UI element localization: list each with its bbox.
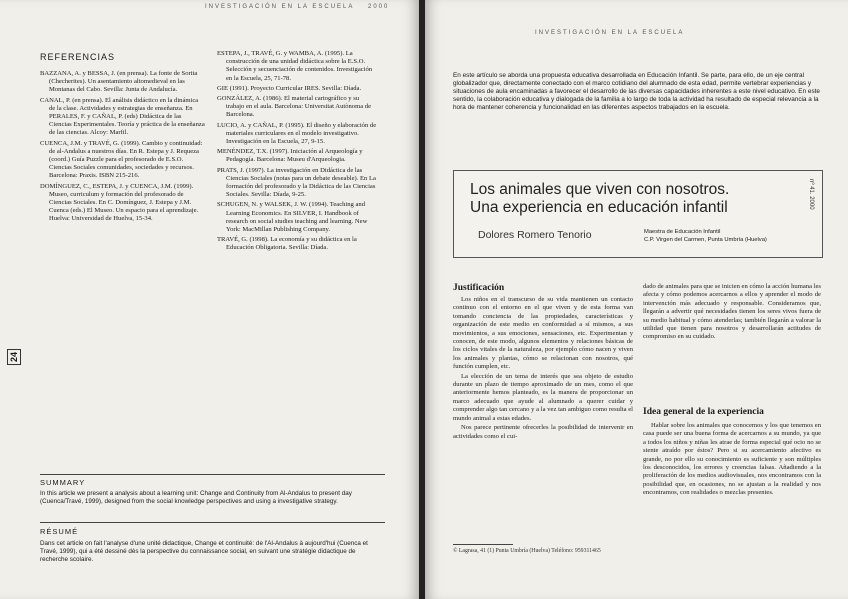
reference-entry: ESTEPA, J., TRAVÉ, G. y WAMBA, A. (1995). La construcción de una unidad didáctica sobre la E.S.O. Selección y secuenciación de contenidos. Investigación en la Escuela, 25, 71-78. (217, 50, 373, 82)
section-heading-idea-general: Idea general de la experiencia (643, 407, 764, 417)
article-intro: En este artículo se aborda una propuesta educativa desarrollada en Educación Infantil. Se parte, para ello, de un eje central globalizador que, directamente conectado con el marco cotidiano del alumnado de esta edad, permite vertebrar experiencias y situaciones de aula encaminadas a favorecer el desarrollo de las diversas capacidades inherentes a este nivel educativo. En este sentido, la colaboración educativa y dialogada de la familia a lo largo de toda la actividad ha resultado de especial relevancia a la hora de mantener coherencia y funcionalidad en las diferentes aspectos trabajados en la escuela. (453, 72, 820, 111)
article-title-line-1: Los animales que viven con nosotros. (470, 181, 730, 198)
author-affiliation-role: Maestra de Educación Infantil (644, 229, 721, 235)
reference-entry: PRATS, J. (1997). La investigación en Didáctica de las Ciencias Sociales (notas para un debate deseable). En La formación del profesorado y la Didáctica de las Ciencias Sociales. Sevilla: Díada, 9-25. (217, 166, 376, 199)
body-paragraph: Hablar sobre los animales que conocemos y los que tenemos en casa puede ser una buena forma de acercarnos a su mundo, ya que a todos los niños y niñas les atrae de forma especial qué ocio no se siente atraído por éstos? Pero si su acercamiento afectivo es grande, no por ello su conocimiento es suficiente y son múltiples los desconocidos, los errores y creencias falsas. Añadiendo a la proliferación de los medios audiovisuales, nos encontramos con la posibilidad que, en ocasiones, no se ajustan a la realidad y nos encontramos, con realidades o mezclas presentes. (643, 422, 821, 497)
running-header-page-number: 2000 (368, 4, 390, 10)
summary-heading: SUMMARY (40, 478, 86, 487)
reference-entry: GIE (1991). Proyecto Curricular IRES. Sevilla: Díada. (217, 84, 362, 92)
reference-entry: LUCIO, A. y CAÑAL, P. (1995). El diseño y elaboración de materiales curriculares en el modelo investigativo. Investigación en la Escuela, 27, 9-15. (217, 121, 377, 146)
references-column-1 (40, 70, 205, 226)
article-title-box (453, 170, 823, 258)
body-paragraph: Los niños en el transcurso de su vida mantienen un contacto continuo con el entorno en el que viven y de esta forma van tomando conciencia de las propiedades, características y organización de este medio en conformidad a sí mismos, a sus movimientos, a sus emociones, sensaciones, etc. Experimentan y conocen, de este modo, algunos elementos y relaciones básicas de los ciclos vitales de la naturaleza, por ejemplo cómo nacen y viven los animales y plantas, cómo se relacionan con nosotros, qué función cumplen, etc. (453, 296, 633, 371)
column-2-body (643, 283, 821, 343)
right-page (425, 0, 848, 599)
reference-entry: BAZZANA, A. y BESSA, J. (en prensa). La fonte de Sorita (Checherites). Un asentamiento altomedieval en las Montanas del Cabo. Sevilla: Junta de Andalucía. (40, 70, 198, 94)
references-column-2 (217, 50, 377, 255)
body-paragraph: La elección de un tema de interés que sea objeto de estudio durante un plazo de tiempo aproximado de un mes, como el que anteriormente hemos planteado, es la manera de proporcionar un marco adecuado que ayude al alumnado a querer cuidar y comprender algo tan cercano y a la vez tan ambiguo como resulta el mundo animal a estas edades. (453, 372, 633, 422)
article-author: Dolores Romero Tenorio (478, 229, 592, 241)
running-header-right: INVESTIGACIÓN EN LA ESCUELA (535, 30, 685, 36)
section-heading-justificacion: Justificación (453, 283, 505, 293)
section-1-body (453, 296, 633, 442)
resume-text: Dans cet article on fait l'analyse d'une unité didactique, Change et continuité: de l'Al-Andalus à aujourd'hui (Cuenca et Travé, 1999), qui a été dessiné dès la perspective du connaissance social, en suivant une stratégie didactique de recherche scolaire. (40, 540, 368, 563)
reference-entry: SCHUGEN, N. y WALSEK, J. W. (1994). Teaching and Learning Economics. En SILVER, I. Handbook of research on social studies teaching and learning. New York: MacMillan Publishing Company. (217, 201, 368, 234)
section-2-body (643, 422, 821, 499)
author-affiliation-school: C.P. Virgen del Carmen, Punta Umbría (Huelva) (644, 237, 767, 243)
body-paragraph: dado de animales para que se inicien en cómo la acción humana les afecta y cómo podemos acercarnos a ellos y aprender el modo de intervención más adecuado y responsable. Consideramos que, llegarán a advertir qué necesidades tienen los seres vivos fuera de su medio habitual y cómo atenderlas; también llegarán a valorar la utilidad que tienen para nosotros y desarrollarán actitudes de compromiso en su cuidado. (643, 283, 821, 341)
footnote: © Lagrasa, 41 (1) Punta Umbría (Huelva) Teléfono: 959311465 (453, 548, 601, 554)
reference-entry: GONZÁLEZ, A. (1986). El material cartográfico y su trabajo en el aula. Barcelona: Universitat Autònoma de Barcelona. (217, 95, 372, 119)
resume-heading: RÉSUMÉ (40, 527, 79, 536)
reference-entry: TRAVÉ, G. (1998). La economía y su didáctica en la Educación Obligatoria. Sevilla: Díada. (217, 236, 357, 252)
footnote-divider (453, 544, 513, 545)
article-title-line-2: Una experiencia en educación infantil (470, 199, 728, 216)
summary-divider (40, 474, 385, 475)
references-heading: REFERENCIAS (40, 52, 116, 62)
resume-divider (40, 522, 385, 523)
reference-entry: CUENCA, J.M. y TRAVÉ, G. (1999). Cambio y continuidad: de al-Andalus a nuestros días. En R. Estepa y J. Requeza (coord.) Guía Puzzle para el profesorado de E.S.O. Ciencias Sociales comunidades, sociedades y recursos. Barcelona: Praxis. ISBN 215-216. (40, 139, 203, 180)
summary-text: In this article we present a analysis about a learning unit: Change and Continuity from Al-Andalus to present day (Cuenca/Travé, 1999), designed from the social knowledge perspectives and using a investigative strategy. (40, 490, 352, 505)
reference-entry: DOMÍNGUEZ, C., ESTEPA, J. y CUENCA, J.M. (1999). Museo, curriculum y formación del profesorado de Ciencias Sociales. En C. Domínguez, J. Estepa y J.M. Cuenca (eds.) El Museo. Un espacio para el aprendizaje. Huelva: Universidad de Huelva, 15-34. (40, 182, 199, 223)
running-header-left: INVESTIGACIÓN EN LA ESCUELA (205, 4, 355, 10)
reference-entry: CANAL, P. (en prensa). El análisis didáctico en la dinámica de la clase. Actividades y estrategias de enseñanza. En PERALES, F. y CAÑAL, P. (eds) Didáctica de las Ciencias Experimentales. Teoría y práctica de la enseñanza de las ciencias. Alcoy: Marfil. (40, 96, 205, 137)
issue-side-label: nº 41. 2000 (808, 179, 814, 210)
body-paragraph: Nos parece pertinente ofrecerles la posibilidad de intervenir en actividades como el cui- (453, 424, 633, 440)
reference-entry: MENÉNDEZ, T.X. (1997). Iniciación al Arqueología y Pedagogía. Barcelona: Museu d'Arqueologia. (217, 148, 363, 164)
left-page (0, 0, 419, 599)
page-number-tab: 24 (7, 349, 21, 365)
